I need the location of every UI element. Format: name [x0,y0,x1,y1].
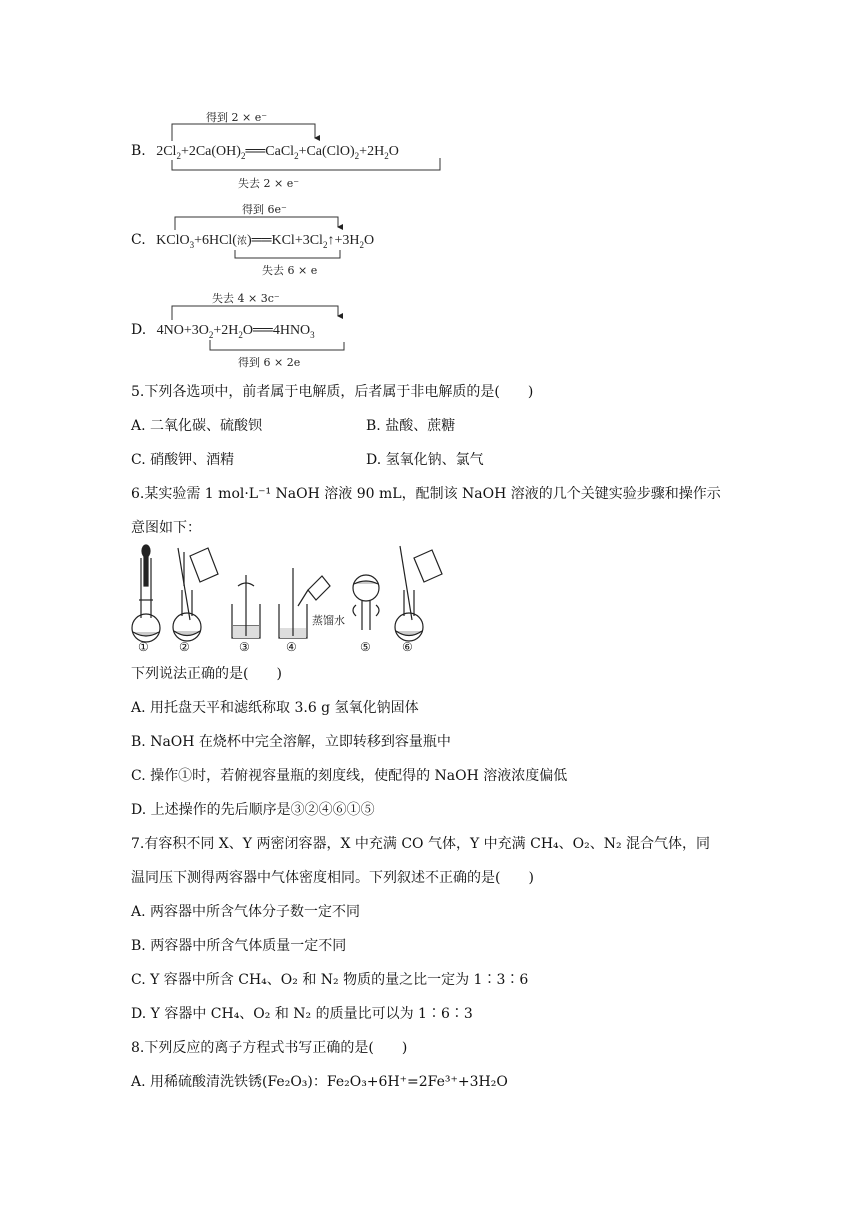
option-c-gain-label: 得到 6e⁻ [242,203,287,216]
q6-option-b[interactable]: B. NaOH 在烧杯中完全溶解，立即转移到容量瓶中 [131,734,451,750]
option-c-conc: 浓 [236,236,247,247]
step3-dissolve-icon [232,575,260,638]
option-b-equation: B. $2Cl_2+2Ca(OH)_2══CaCl_2+Ca(ClO)_2+2H_2O$ [131,143,399,161]
option-c-loss-label: 失去 6 × e [262,264,318,277]
option-d-gain-label: 得到 6 × 2e [238,356,301,369]
q7-option-a[interactable]: A. 两容器中所含气体分子数一定不同 [131,904,361,920]
step2-transfer-icon [173,548,218,641]
option-c-letter: C. [131,232,146,248]
step5-invert-shake-icon [353,575,379,630]
distilled-water-label: 蒸馏水 [312,614,345,627]
q6-stem-line2: 意图如下： [131,520,201,536]
option-c-equation: C. KClO$_3$+6HCl(浓)$══KCl+3Cl_2↑+3H_2O$ [131,232,375,250]
step-number-4: ④ [286,640,297,654]
q7-option-d[interactable]: D. Y 容器中 CH₄、O₂ 和 N₂ 的质量比可以为 1∶6∶3 [131,1006,473,1022]
option-d-loss-label: 失去 4 × 3c⁻ [212,292,280,305]
step-number-3: ③ [239,640,250,654]
step-number-5: ⑤ [360,640,371,654]
step-number-2: ② [179,640,190,654]
q6-option-d[interactable]: D. 上述操作的先后顺序是③②④⑥①⑤ [131,802,375,818]
q8-option-a[interactable]: A. 用稀硫酸清洗铁锈(Fe₂O₃)：Fe₂O₃+6H⁺=2Fe³⁺+3H₂O [131,1074,508,1090]
q7-option-b[interactable]: B. 两容器中所含气体质量一定不同 [131,938,347,954]
option-b-loss-label: 失去 2 × e⁻ [238,177,300,190]
q6-stem-line1: 6.某实验需 1 mol·L⁻¹ NaOH 溶液 90 mL，配制该 NaOH 溶液的几个关键实验步骤和操作示 [131,486,721,502]
step1-volumetric-flask-icon [132,545,160,642]
q5-stem: 5.下列各选项中，前者属于电解质，后者属于非电解质的是( ) [131,384,534,400]
option-b-gain-label: 得到 2 × e⁻ [206,111,268,124]
q6-question: 下列说法正确的是( ) [131,666,282,682]
q6-option-a[interactable]: A. 用托盘天平和滤纸称取 3.6 g 氢氧化钠固体 [131,700,419,716]
q5-option-c[interactable]: C. 硝酸钾、酒精 [131,452,235,468]
step-number-6: ⑥ [402,640,413,654]
step6-top-up-icon [395,546,442,641]
q7-option-c[interactable]: C. Y 容器中所含 CH₄、O₂ 和 N₂ 物质的量之比一定为 1∶3∶6 [131,972,529,988]
q7-stem-line2: 温同压下测得两容器中气体密度相同。下列叙述不正确的是( ) [131,870,534,886]
q7-stem-line1: 7.有容积不同 X、Y 两密闭容器，X 中充满 CO 气体，Y 中充满 CH₄、O₂、N₂ 混合气体，同 [131,836,711,852]
step-number-1: ① [138,640,149,654]
option-d-equation: D. $4NO+3O_2+2H_2O══4HNO_3$ [131,322,315,340]
option-d-letter: D. [131,322,147,338]
q8-stem: 8.下列反应的离子方程式书写正确的是( ) [131,1040,408,1056]
q6-option-c[interactable]: C. 操作①时，若俯视容量瓶的刻度线，使配得的 NaOH 溶液浓度偏低 [131,768,568,784]
option-b-letter: B. [131,143,146,159]
q5-option-d[interactable]: D. 氢氧化钠、氯气 [366,452,484,468]
q5-option-a[interactable]: A. 二氧化碳、硫酸钡 [131,418,263,434]
q5-option-b[interactable]: B. 盐酸、蔗糖 [366,418,456,434]
